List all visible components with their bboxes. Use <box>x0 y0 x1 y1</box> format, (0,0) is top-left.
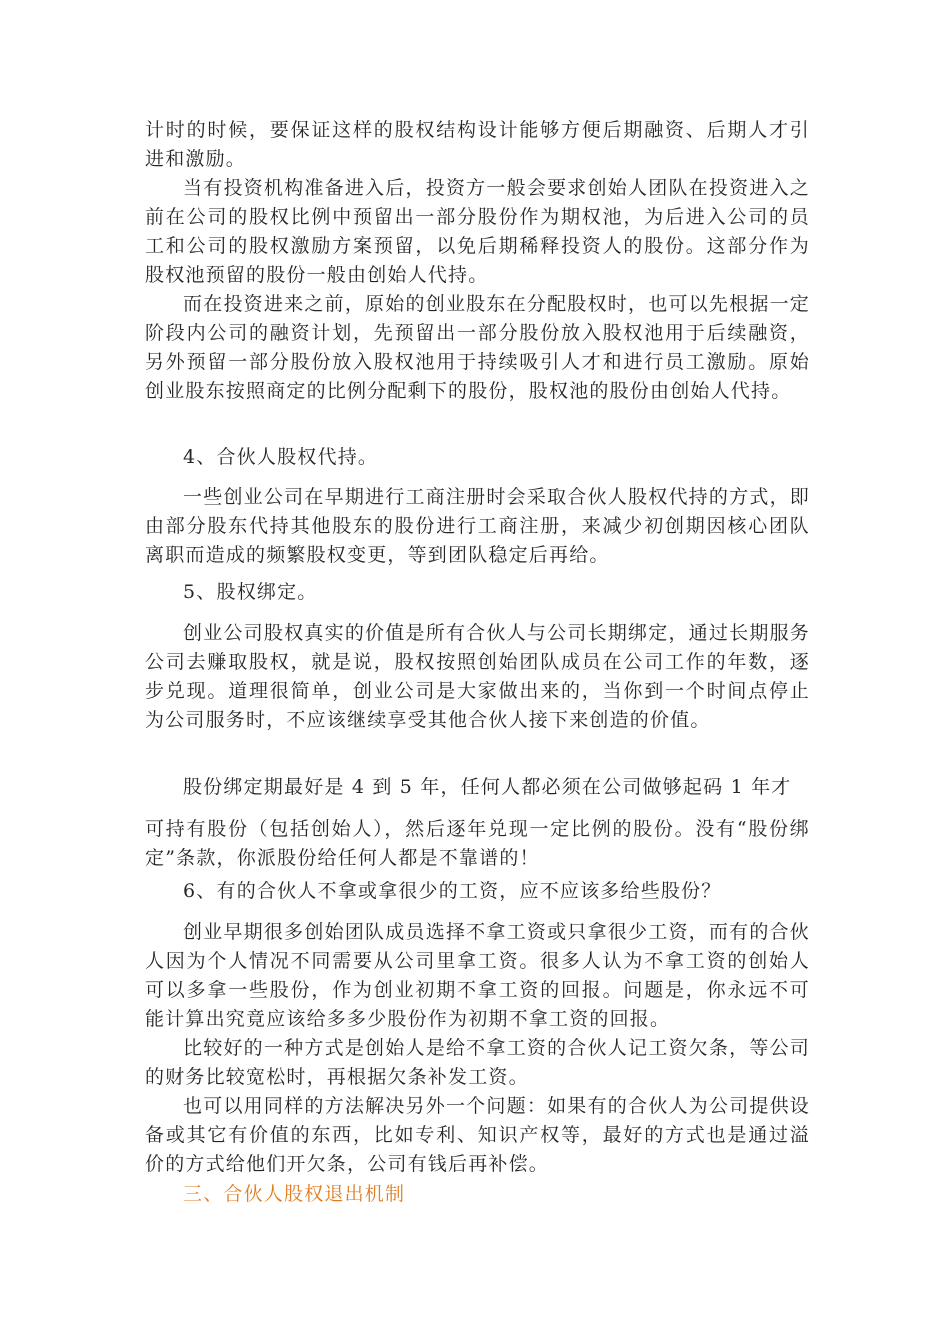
paragraph-salary-vs-equity: 创业早期很多创始团队成员选择不拿工资或只拿很少工资，而有的合伙人因为个人情况不同需要从公司里拿工资。很多人认为不拿工资的创始人可以多拿一些股份，作为创业初期不拿工资的回报。问题是，你永远不可能计算出究竟应该给多多少股份作为初期不拿工资的回报。 <box>145 921 810 1030</box>
paragraph-asset-contribution: 也可以用同样的方法解决另外一个问题：如果有的合伙人为公司提供设备或其它有价值的东西，比如专利、知识产权等，最好的方式也是通过溢价的方式给他们开欠条，公司有钱后再补偿。 <box>145 1095 810 1175</box>
paragraph-continuation: 计时的时候，要保证这样的股权结构设计能够方便后期融资、后期人才引进和激励。 <box>145 119 810 170</box>
heading-item-4: 4、合伙人股权代持。 <box>183 446 379 468</box>
paragraph-vesting-clause: 可持有股份（包括创始人），然后逐年兑现一定比例的股份。没有“股份绑定”条款，你派股份给任何人都是不靠谱的！ <box>145 818 810 869</box>
paragraph-investor-option-pool: 当有投资机构准备进入后，投资方一般会要求创始人团队在投资进入之前在公司的股权比例中预留出一部分股份作为期权池，为后进入公司的员工和公司的股权激励方案预留，以免后期稀释投资人的股份。这部分作为股权池预留的股份一般由创始人代持。 <box>145 177 810 286</box>
section-heading-exit-mechanism: 三、合伙人股权退出机制 <box>183 1183 406 1205</box>
paragraph-equity-nominee: 一些创业公司在早期进行工商注册时会采取合伙人股权代持的方式，即由部分股东代持其他股东的股份进行工商注册，来减少初创期因核心团队离职而造成的频繁股权变更，等到团队稳定后再给。 <box>145 486 810 566</box>
paragraph-equity-vesting: 创业公司股权真实的价值是所有合伙人与公司长期绑定，通过长期服务公司去赚取股权，就是说，股权按照创始团队成员在公司工作的年数，逐步兑现。道理很简单，创业公司是大家做出来的，当你到一个时间点停止为公司服务时，不应该继续享受其他合伙人接下来创造的价值。 <box>145 622 810 731</box>
heading-item-5: 5、股权绑定。 <box>183 581 318 603</box>
paragraph-vesting-period: 股份绑定期最好是 4 到 5 年，任何人都必须在公司做够起码 1 年才 <box>183 776 792 798</box>
paragraph-salary-iou: 比较好的一种方式是创始人是给不拿工资的合伙人记工资欠条，等公司的财务比较宽松时，再根据欠条补发工资。 <box>145 1037 810 1088</box>
paragraph-pre-investment-pool: 而在投资进来之前，原始的创业股东在分配股权时，也可以先根据一定阶段内公司的融资计划，先预留出一部分股份放入股权池用于后续融资，另外预留一部分股份放入股权池用于持续吸引人才和进行员工激励。原始创业股东按照商定的比例分配剩下的股份，股权池的股份由创始人代持。 <box>145 293 810 402</box>
heading-item-6: 6、有的合伙人不拿或拿很少的工资，应不应该多给些股份？ <box>183 880 722 902</box>
